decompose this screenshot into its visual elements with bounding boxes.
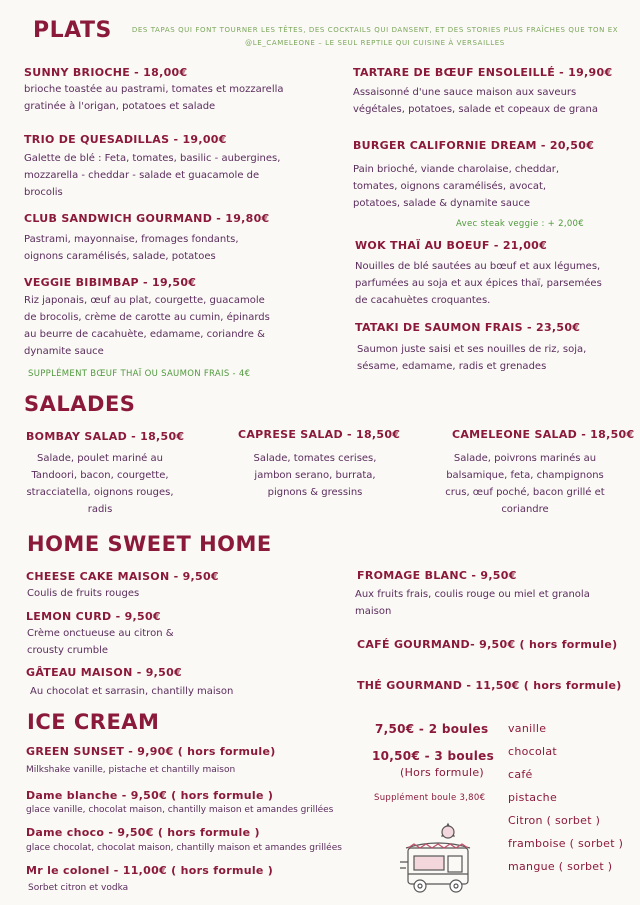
dessert-fromage-blanc: FROMAGE BLANC - 9,50€ bbox=[357, 569, 517, 582]
ice-title: ICE CREAM bbox=[27, 710, 160, 734]
dish-desc: brioche toastée au pastrami, tomates et mozzarella gratinée à l'origan, potatoes et salade bbox=[24, 84, 284, 112]
flavor-list bbox=[508, 722, 623, 883]
salad-bombay: BOMBAY SALAD - 18,50€ bbox=[26, 430, 185, 443]
ice-mr-colonel: Mr le colonel - 11,00€ ( hors formule ) bbox=[26, 864, 274, 877]
burger-veggie-note: Avec steak veggie : + 2,00€ bbox=[456, 219, 584, 229]
dish-sunny-brioche: SUNNY BRIOCHE - 18,00€ bbox=[24, 66, 188, 79]
flavor-item: mangue ( sorbet ) bbox=[508, 860, 613, 873]
ice-dame-choco: Dame choco - 9,50€ ( hors formule ) bbox=[26, 826, 260, 839]
flavor-item: café bbox=[508, 768, 533, 781]
salad-caprese: CAPRESE SALAD - 18,50€ bbox=[238, 428, 401, 441]
flavor-item: pistache bbox=[508, 791, 558, 804]
dish-desc: Assaisonné d'une sauce maison aux saveurs végétales, potatoes, salade et copeaux de grana bbox=[353, 87, 598, 115]
salad-desc: Salade, poivrons marinés au balsamique, feta, champignons crus, œuf poché, bacon grillé et coriandre bbox=[445, 453, 605, 515]
tagline bbox=[125, 24, 625, 50]
flavor-item: Citron ( sorbet ) bbox=[508, 814, 601, 827]
ice-supplement: Supplément boule 3,80€ bbox=[374, 793, 486, 803]
dish-burger: BURGER CALIFORNIE DREAM - 20,50€ bbox=[353, 139, 595, 152]
salad-desc: Salade, poulet mariné au Tandoori, bacon, courgette, stracciatella, oignons rouges, radis bbox=[26, 453, 174, 515]
flavor-item: chocolat bbox=[508, 745, 558, 758]
tagline-line-2: @LE_CAMELEONE – LE SEUL REPTILE QUI CUISINE À VERSAILLES bbox=[245, 39, 505, 47]
dessert-the-gourmand: THÉ GOURMAND - 11,50€ ( hors formule) bbox=[357, 679, 622, 692]
ice-desc: Sorbet citron et vodka bbox=[28, 883, 129, 893]
dessert-cafe-gourmand: CAFÉ GOURMAND- 9,50€ ( hors formule) bbox=[357, 638, 618, 651]
dessert-gateau: GÂTEAU MAISON - 9,50€ bbox=[26, 666, 182, 679]
dish-tartare: TARTARE DE BŒUF ENSOLEILLÉ - 19,90€ bbox=[353, 66, 613, 79]
tagline-line-1: DES TAPAS QUI FONT TOURNER LES TÊTES, DES COCKTAILS QUI DANSENT, ET DES STORIES PLUS FRAÎCHES QUE TON EX bbox=[131, 26, 619, 34]
salad-desc: Salade, tomates cerises, jambon serano, burrata, pignons & gressins bbox=[253, 453, 377, 498]
dish-veggie-bibimbap: VEGGIE BIBIMBAP - 19,50€ bbox=[24, 276, 197, 289]
ice-cream-truck-icon bbox=[398, 822, 482, 896]
ice-boules-2: 7,50€ - 2 boules bbox=[375, 722, 489, 736]
dessert-desc: Au chocolat et sarrasin, chantilly maison bbox=[30, 686, 234, 697]
dessert-desc: Coulis de fruits rouges bbox=[27, 588, 140, 599]
dish-desc: Saumon juste saisi et ses nouilles de riz, soja, sésame, edamame, radis et grenades bbox=[357, 344, 587, 372]
plats-supplement: SUPPLÉMENT BŒUF THAÏ OU SAUMON FRAIS - 4€ bbox=[28, 369, 251, 379]
ice-desc: glace chocolat, chocolat maison, chantilly maison et amandes grillées bbox=[26, 843, 342, 853]
dessert-cheese-cake: CHEESE CAKE MAISON - 9,50€ bbox=[26, 570, 219, 583]
ice-desc: Milkshake vanille, pistache et chantilly maison bbox=[26, 765, 236, 775]
ice-boules-3: 10,50€ - 3 boules bbox=[372, 749, 495, 763]
ice-dame-blanche: Dame blanche - 9,50€ ( hors formule ) bbox=[26, 789, 274, 802]
dessert-desc: Aux fruits frais, coulis rouge ou miel et granola maison bbox=[355, 589, 590, 617]
flavor-item: vanille bbox=[508, 722, 547, 735]
dessert-desc: Crème onctueuse au citron & crousty crumble bbox=[27, 628, 174, 656]
dessert-lemon-curd: LEMON CURD - 9,50€ bbox=[26, 610, 161, 623]
flavor-item: framboise ( sorbet ) bbox=[508, 837, 624, 850]
dish-desc: Pain brioché, viande charolaise, cheddar, tomates, oignons caramélisés, avocat, potatoes, salade & dynamite sauce bbox=[353, 164, 560, 209]
salad-cameleone: CAMELEONE SALAD - 18,50€ bbox=[452, 428, 635, 441]
ice-boules-3-note: (Hors formule) bbox=[400, 766, 484, 779]
dish-desc: Riz japonais, œuf au plat, courgette, guacamole de brocolis, crème de carotte au cumin, épinards au beurre de cacahuète, edamame, coriandre & dynamite sauce bbox=[24, 295, 270, 357]
salades-title: SALADES bbox=[24, 392, 136, 416]
dish-trio-quesadillas: TRIO DE QUESADILLAS - 19,00€ bbox=[24, 133, 227, 146]
dish-club-sandwich: CLUB SANDWICH GOURMAND - 19,80€ bbox=[24, 212, 270, 225]
dish-tataki: TATAKI DE SAUMON FRAIS - 23,50€ bbox=[355, 321, 581, 334]
dish-desc: Pastrami, mayonnaise, fromages fondants, oignons caramélisés, salade, potatoes bbox=[24, 234, 239, 262]
plats-title: PLATS bbox=[33, 18, 112, 43]
dish-desc: Galette de blé : Feta, tomates, basilic - aubergines, mozzarella - cheddar - salade et guacamole de brocolis bbox=[24, 153, 281, 198]
ice-green-sunset: GREEN SUNSET - 9,90€ ( hors formule) bbox=[26, 745, 276, 758]
home-title: HOME SWEET HOME bbox=[27, 532, 272, 556]
dish-wok-thai: WOK THAÏ AU BOEUF - 21,00€ bbox=[355, 239, 548, 252]
dish-desc: Nouilles de blé sautées au bœuf et aux légumes, parfumées au soja et aux épices thaï, parsemées de cacahuètes croquantes. bbox=[355, 261, 602, 306]
ice-desc: glace vanille, chocolat maison, chantilly maison et amandes grillées bbox=[26, 805, 334, 815]
